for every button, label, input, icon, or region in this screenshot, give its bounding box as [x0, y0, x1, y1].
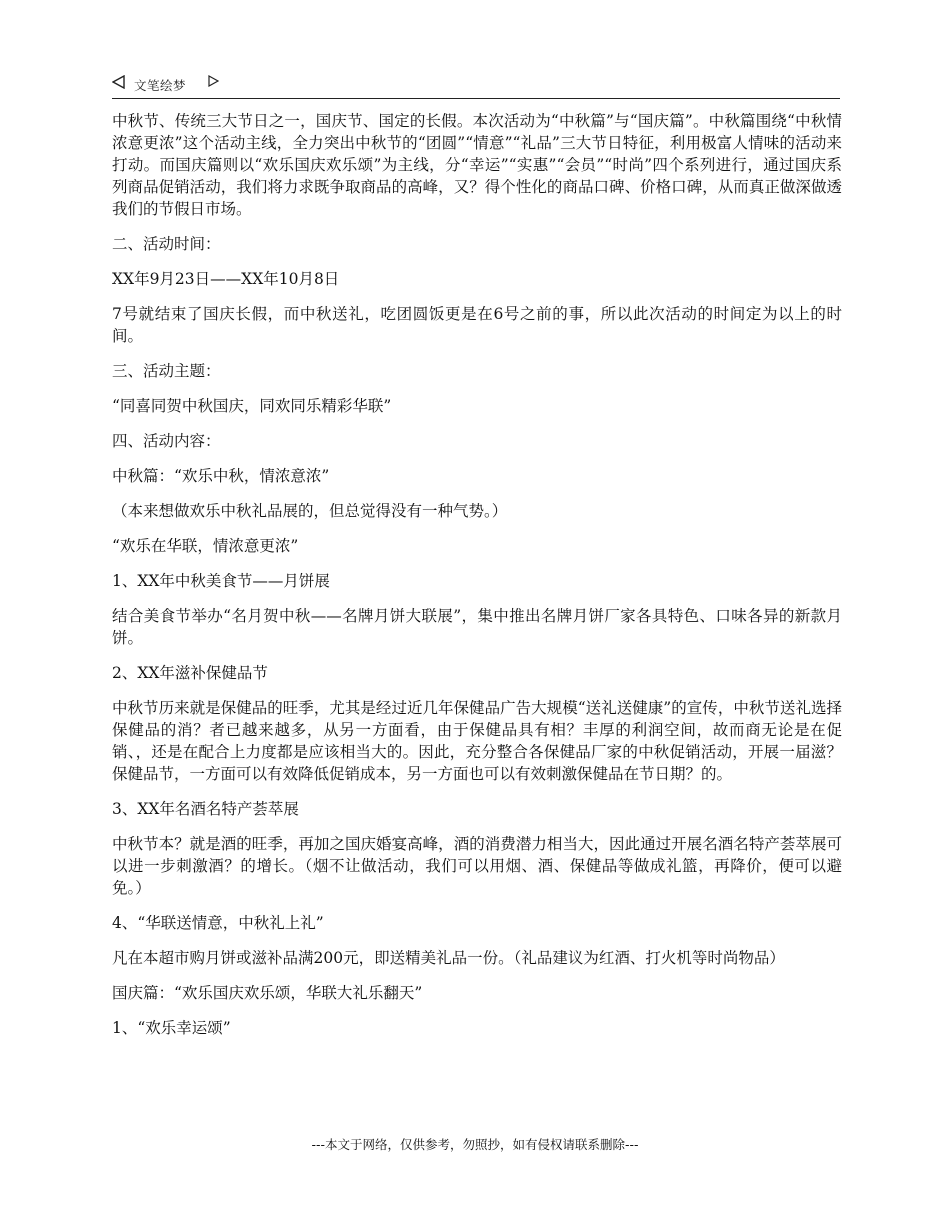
item-body-health: 中秋节历来就是保健品的旺季，尤其是经过近几年保健品广告大规模“送礼送健康”的宣传，中秋节送礼选择保健品的消？者已越来越多，从另一方面看，由于保健品具有相？丰厚的利润空间，故而商无论是在促销、，还是在配合上力度都是应该相当大的。因此，充分整合各保健品厂家的中秋促销活动，开展一届滋？保健品节，一方面可以有效降低促销成本，另一方面也可以有效刺激保健品在节日期？的。	[112, 699, 842, 783]
intro-paragraph: 中秋节、传统三大节日之一，国庆节、国定的长假。本次活动为“中秋篇”与“国庆篇”。中秋篇围绕“中秋情浓意更浓”这个活动主线，全力突出中秋节的“团圆”“情意”“礼品”三大节日特征，利用极富人情味的活动来打动。而国庆篇则以“欢乐国庆欢乐颂”为主线，分“幸运”“实惠”“会员”“时尚”四个系列进行，通过国庆系列商品促销活动，我们将力求既争取商品的高峰，又？得个性化的商品口碑、价格口碑，从而真正做深做透我们的节假日市场。	[112, 112, 842, 218]
mid-autumn-chapter-title: 中秋篇：“欢乐中秋，情浓意浓”	[112, 467, 330, 485]
national-day-chapter-title: 国庆篇：“欢乐国庆欢乐颂，华联大礼乐翻天”	[112, 984, 423, 1002]
time-explanation: 7号就结束了国庆长假，而中秋送礼，吃团圆饭更是在6号之前的事，所以此次活动的时间定为以上的时间。	[112, 305, 842, 345]
play-triangle-icon[interactable]	[208, 75, 219, 87]
item-body-liquor: 中秋节本？就是酒的旺季，再加之国庆婚宴高峰，酒的消费潜力相当大，因此通过开展名酒名特产荟萃展可以进一步刺激酒？的增长。（烟不让做活动，我们可以用烟、酒、保健品等做成礼篮，再降价，便可以避免。）	[112, 835, 842, 897]
item-heading-lucky: 1、“欢乐幸运颂”	[112, 1019, 231, 1037]
section-heading-time: 二、活动时间：	[112, 235, 221, 253]
note-paragraph: （本来想做欢乐中秋礼品展的，但总觉得没有一种气势。）	[112, 502, 508, 520]
item-body-mooncake: 结合美食节举办“名月贺中秋——名牌月饼大联展”，集中推出名牌月饼厂家各具特色、口味各异的新款月饼。	[112, 607, 842, 647]
document-body	[112, 110, 842, 1052]
item-heading-gift: 4、“华联送情意，中秋礼上礼”	[112, 914, 324, 932]
item-heading-liquor: 3、XX年名酒名特产荟萃展	[112, 800, 299, 818]
brand-label: 文笔绘梦	[134, 78, 187, 93]
item-heading-health: 2、XX年滋补保健品节	[112, 664, 268, 682]
theme-slogan: “同喜同贺中秋国庆，同欢同乐精彩华联”	[112, 397, 392, 415]
item-body-gift: 凡在本超市购月饼或滋补品满200元，即送精美礼品一份。（礼品建议为红酒、打火机等时尚物品）	[112, 949, 785, 967]
section-heading-content: 四、活动内容：	[112, 432, 221, 450]
event-dates: XX年9月23日——XX年10月8日	[112, 270, 340, 288]
footer-disclaimer: ---本文于网络，仅供参考，勿照抄，如有侵权请联系删除---	[311, 1137, 639, 1152]
mid-autumn-slogan: “欢乐在华联，情浓意更浓”	[112, 537, 299, 555]
page-header	[112, 72, 840, 99]
back-triangle-icon[interactable]	[112, 75, 126, 89]
section-heading-theme: 三、活动主题：	[112, 362, 221, 380]
item-heading-mooncake: 1、XX年中秋美食节——月饼展	[112, 572, 330, 590]
